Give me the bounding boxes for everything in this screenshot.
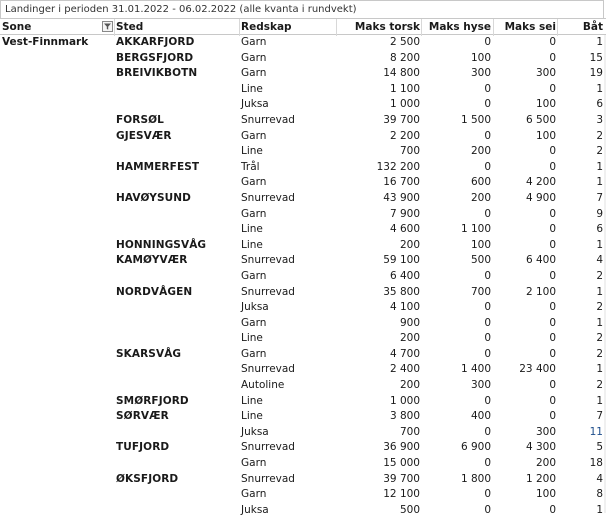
cell-maks-hyse: 0 bbox=[484, 207, 491, 220]
cell-bat: 2 bbox=[596, 332, 603, 345]
cell-maks-torsk: 15 000 bbox=[383, 457, 420, 470]
cell-bat: 5 bbox=[596, 441, 603, 454]
cell-sone bbox=[2, 51, 110, 67]
cell-sone bbox=[2, 253, 110, 269]
cell-bat: 1 bbox=[596, 503, 603, 515]
cell-maks-torsk: 16 700 bbox=[383, 176, 420, 189]
cell-sone bbox=[2, 269, 110, 285]
cell-sone bbox=[2, 300, 110, 316]
cell-redskap: Autoline bbox=[241, 379, 285, 392]
cell-maks-sei: 0 bbox=[549, 332, 556, 345]
table-row[interactable] bbox=[0, 394, 606, 410]
cell-sone bbox=[2, 487, 110, 503]
column-header-sone[interactable]: Sone bbox=[2, 21, 32, 33]
cell-redskap: Garn bbox=[241, 51, 267, 64]
cell-redskap: Garn bbox=[241, 347, 267, 360]
cell-sted bbox=[116, 378, 240, 394]
cell-sted bbox=[116, 425, 240, 441]
cell-maks-torsk: 1 000 bbox=[389, 394, 420, 407]
cell-redskap: Garn bbox=[241, 129, 267, 142]
cell-sted: AKKARFJORD bbox=[116, 36, 195, 48]
cell-sted: HAVØYSUND bbox=[116, 191, 191, 204]
cell-sted: HAMMERFEST bbox=[116, 160, 200, 173]
cell-maks-torsk: 200 bbox=[399, 238, 420, 251]
cell-bat: 11 bbox=[589, 425, 603, 438]
cell-sted bbox=[116, 456, 240, 472]
cell-sted bbox=[116, 316, 240, 332]
table-row[interactable] bbox=[0, 487, 606, 503]
table-row[interactable] bbox=[0, 238, 606, 254]
cell-bat: 4 bbox=[596, 472, 603, 485]
column-header-maks-sei[interactable]: Maks sei bbox=[504, 21, 556, 33]
cell-redskap: Line bbox=[241, 332, 263, 345]
cell-maks-hyse: 0 bbox=[484, 82, 491, 95]
cell-maks-sei: 0 bbox=[549, 347, 556, 360]
cell-maks-sei: 0 bbox=[549, 36, 556, 48]
cell-maks-sei: 100 bbox=[535, 129, 556, 142]
cell-sone: Vest-Finnmark bbox=[2, 36, 89, 48]
cell-bat: 1 bbox=[596, 238, 603, 251]
cell-sted: GJESVÆR bbox=[116, 129, 172, 142]
cell-bat: 1 bbox=[596, 363, 603, 376]
cell-maks-hyse: 1 500 bbox=[460, 113, 491, 126]
cell-bat: 1 bbox=[596, 36, 603, 48]
cell-redskap: Garn bbox=[241, 67, 267, 80]
cell-sone bbox=[2, 425, 110, 441]
cell-maks-sei: 100 bbox=[535, 488, 556, 501]
cell-sone bbox=[2, 285, 110, 301]
table-row[interactable] bbox=[0, 160, 606, 176]
cell-maks-sei: 0 bbox=[549, 145, 556, 158]
cell-sone bbox=[2, 66, 110, 82]
cell-sted bbox=[116, 300, 240, 316]
cell-maks-hyse: 500 bbox=[470, 254, 491, 267]
cell-maks-hyse: 1 400 bbox=[460, 363, 491, 376]
cell-sone bbox=[2, 191, 110, 207]
cell-maks-hyse: 1 800 bbox=[460, 472, 491, 485]
cell-sone bbox=[2, 97, 110, 113]
table-row[interactable] bbox=[0, 175, 606, 191]
table-row[interactable] bbox=[0, 191, 606, 207]
table-row[interactable] bbox=[0, 316, 606, 332]
cell-sone bbox=[2, 440, 110, 456]
cell-sted: SØRVÆR bbox=[116, 410, 169, 423]
filter-icon[interactable] bbox=[102, 21, 113, 32]
cell-maks-sei: 0 bbox=[549, 410, 556, 423]
cell-maks-sei: 0 bbox=[549, 207, 556, 220]
table-row[interactable] bbox=[0, 409, 606, 425]
cell-sone bbox=[2, 238, 110, 254]
cell-maks-hyse: 0 bbox=[484, 457, 491, 470]
table-row[interactable] bbox=[0, 253, 606, 269]
table-row[interactable] bbox=[0, 425, 606, 441]
cell-bat: 9 bbox=[596, 207, 603, 220]
cell-maks-torsk: 39 700 bbox=[383, 472, 420, 485]
cell-sted bbox=[116, 487, 240, 503]
table-row[interactable] bbox=[0, 472, 606, 488]
cell-sone bbox=[2, 409, 110, 425]
cell-maks-sei: 6 400 bbox=[525, 254, 556, 267]
cell-sone bbox=[2, 503, 110, 515]
cell-maks-torsk: 4 700 bbox=[389, 347, 420, 360]
cell-maks-hyse: 0 bbox=[484, 269, 491, 282]
cell-maks-torsk: 4 600 bbox=[389, 223, 420, 236]
cell-maks-torsk: 2 500 bbox=[389, 36, 420, 48]
table-row[interactable] bbox=[0, 378, 606, 394]
cell-bat: 18 bbox=[589, 457, 603, 470]
cell-sone bbox=[2, 347, 110, 363]
table-row[interactable] bbox=[0, 207, 606, 223]
cell-maks-torsk: 2 200 bbox=[389, 129, 420, 142]
cell-maks-hyse: 100 bbox=[470, 51, 491, 64]
cell-bat: 2 bbox=[596, 301, 603, 314]
cell-bat: 2 bbox=[596, 379, 603, 392]
table-row[interactable] bbox=[0, 503, 606, 515]
cell-sone bbox=[2, 144, 110, 160]
cell-maks-hyse: 0 bbox=[484, 347, 491, 360]
cell-maks-torsk: 59 100 bbox=[383, 254, 420, 267]
cell-sone bbox=[2, 456, 110, 472]
cell-redskap: Garn bbox=[241, 207, 267, 220]
table-row[interactable] bbox=[0, 113, 606, 129]
cell-bat: 4 bbox=[596, 254, 603, 267]
cell-sone bbox=[2, 175, 110, 191]
cell-maks-hyse: 600 bbox=[470, 176, 491, 189]
cell-sted: KAMØYVÆR bbox=[116, 254, 188, 267]
cell-sted: TUFJORD bbox=[116, 441, 170, 454]
cell-maks-hyse: 200 bbox=[470, 191, 491, 204]
table-row[interactable] bbox=[0, 222, 606, 238]
column-header-maks-torsk[interactable]: Maks torsk bbox=[354, 21, 420, 33]
table-row[interactable] bbox=[0, 456, 606, 472]
cell-maks-sei: 300 bbox=[535, 67, 556, 80]
cell-maks-sei: 0 bbox=[549, 301, 556, 314]
cell-sone bbox=[2, 113, 110, 129]
cell-maks-sei: 200 bbox=[535, 457, 556, 470]
cell-redskap: Line bbox=[241, 145, 263, 158]
cell-sone bbox=[2, 394, 110, 410]
cell-maks-sei: 6 500 bbox=[525, 113, 556, 126]
cell-maks-sei: 0 bbox=[549, 394, 556, 407]
cell-bat: 15 bbox=[589, 51, 603, 64]
cell-maks-torsk: 700 bbox=[399, 425, 420, 438]
table-row[interactable] bbox=[0, 144, 606, 160]
column-header-redskap[interactable]: Redskap bbox=[241, 21, 292, 33]
cell-maks-torsk: 14 800 bbox=[383, 67, 420, 80]
cell-maks-hyse: 100 bbox=[470, 238, 491, 251]
cell-redskap: Snurrevad bbox=[241, 254, 295, 267]
cell-redskap: Garn bbox=[241, 36, 267, 48]
cell-redskap: Garn bbox=[241, 269, 267, 282]
cell-bat: 6 bbox=[596, 98, 603, 111]
table-row[interactable] bbox=[0, 82, 606, 98]
cell-maks-torsk: 132 200 bbox=[376, 160, 420, 173]
cell-maks-hyse: 0 bbox=[484, 129, 491, 142]
report-title: Landinger i perioden 31.01.2022 - 06.02.2022 (alle kvanta i rundvekt) bbox=[0, 0, 604, 19]
cell-redskap: Trål bbox=[241, 160, 260, 173]
cell-sone bbox=[2, 222, 110, 238]
cell-sone bbox=[2, 331, 110, 347]
cell-maks-sei: 1 200 bbox=[525, 472, 556, 485]
cell-sted bbox=[116, 362, 240, 378]
cell-sone bbox=[2, 378, 110, 394]
cell-sted bbox=[116, 269, 240, 285]
cell-redskap: Line bbox=[241, 410, 263, 423]
cell-sted bbox=[116, 331, 240, 347]
cell-sted: FORSØL bbox=[116, 113, 164, 126]
cell-sted bbox=[116, 175, 240, 191]
cell-maks-torsk: 12 100 bbox=[383, 488, 420, 501]
cell-redskap: Line bbox=[241, 238, 263, 251]
cell-maks-sei: 300 bbox=[535, 425, 556, 438]
cell-maks-hyse: 6 900 bbox=[460, 441, 491, 454]
cell-sted: NORDVÅGEN bbox=[116, 285, 193, 298]
cell-sted bbox=[116, 144, 240, 160]
cell-redskap: Snurrevad bbox=[241, 285, 295, 298]
cell-redskap: Juksa bbox=[241, 98, 269, 111]
table-row[interactable] bbox=[0, 362, 606, 378]
cell-maks-hyse: 0 bbox=[484, 503, 491, 515]
cell-redskap: Juksa bbox=[241, 425, 269, 438]
cell-maks-sei: 100 bbox=[535, 98, 556, 111]
cell-redskap: Garn bbox=[241, 176, 267, 189]
cell-maks-hyse: 0 bbox=[484, 316, 491, 329]
cell-maks-hyse: 0 bbox=[484, 98, 491, 111]
table-row[interactable] bbox=[0, 129, 606, 145]
cell-bat: 7 bbox=[596, 191, 603, 204]
cell-redskap: Snurrevad bbox=[241, 363, 295, 376]
cell-bat: 1 bbox=[596, 176, 603, 189]
cell-sted bbox=[116, 82, 240, 98]
cell-maks-sei: 0 bbox=[549, 379, 556, 392]
cell-maks-sei: 2 100 bbox=[525, 285, 556, 298]
cell-maks-torsk: 900 bbox=[399, 316, 420, 329]
cell-bat: 1 bbox=[596, 316, 603, 329]
cell-sted: BREIVIKBOTN bbox=[116, 67, 198, 80]
cell-maks-torsk: 2 400 bbox=[389, 363, 420, 376]
cell-maks-hyse: 200 bbox=[470, 145, 491, 158]
cell-bat: 7 bbox=[596, 410, 603, 423]
table-row[interactable] bbox=[0, 331, 606, 347]
cell-maks-torsk: 39 700 bbox=[383, 113, 420, 126]
cell-maks-torsk: 700 bbox=[399, 145, 420, 158]
table-row[interactable] bbox=[0, 285, 606, 301]
cell-sted: SMØRFJORD bbox=[116, 394, 189, 407]
cell-maks-sei: 23 400 bbox=[519, 363, 556, 376]
cell-maks-sei: 0 bbox=[549, 82, 556, 95]
cell-redskap: Snurrevad bbox=[241, 113, 295, 126]
cell-maks-hyse: 1 100 bbox=[460, 223, 491, 236]
cell-bat: 1 bbox=[596, 285, 603, 298]
cell-redskap: Line bbox=[241, 82, 263, 95]
table-row[interactable] bbox=[0, 51, 606, 67]
cell-maks-sei: 0 bbox=[549, 269, 556, 282]
cell-sted bbox=[116, 207, 240, 223]
cell-maks-sei: 0 bbox=[549, 316, 556, 329]
cell-maks-sei: 0 bbox=[549, 223, 556, 236]
cell-maks-hyse: 0 bbox=[484, 332, 491, 345]
cell-maks-sei: 0 bbox=[549, 503, 556, 515]
cell-sted bbox=[116, 503, 240, 515]
column-header-maks-hyse[interactable]: Maks hyse bbox=[428, 21, 491, 33]
cell-bat: 6 bbox=[596, 223, 603, 236]
cell-sone bbox=[2, 129, 110, 145]
cell-maks-hyse: 0 bbox=[484, 425, 491, 438]
cell-maks-hyse: 400 bbox=[470, 410, 491, 423]
cell-sted: ØKSFJORD bbox=[116, 472, 179, 485]
cell-bat: 2 bbox=[596, 269, 603, 282]
cell-maks-hyse: 0 bbox=[484, 488, 491, 501]
cell-maks-sei: 4 200 bbox=[525, 176, 556, 189]
cell-maks-hyse: 0 bbox=[484, 394, 491, 407]
cell-redskap: Garn bbox=[241, 488, 267, 501]
cell-bat: 1 bbox=[596, 160, 603, 173]
cell-maks-torsk: 200 bbox=[399, 332, 420, 345]
cell-maks-torsk: 43 900 bbox=[383, 191, 420, 204]
table-row[interactable] bbox=[0, 347, 606, 363]
table-row[interactable] bbox=[0, 300, 606, 316]
cell-maks-sei: 4 300 bbox=[525, 441, 556, 454]
table-row[interactable] bbox=[0, 66, 606, 82]
cell-maks-torsk: 35 800 bbox=[383, 285, 420, 298]
cell-sone bbox=[2, 472, 110, 488]
table-header bbox=[0, 18, 606, 35]
cell-sone bbox=[2, 362, 110, 378]
cell-sted bbox=[116, 222, 240, 238]
cell-maks-torsk: 8 200 bbox=[389, 51, 420, 64]
cell-sone bbox=[2, 160, 110, 176]
cell-sted: HONNINGSVÅG bbox=[116, 238, 207, 251]
cell-maks-sei: 0 bbox=[549, 238, 556, 251]
cell-maks-torsk: 36 900 bbox=[383, 441, 420, 454]
cell-maks-sei: 4 900 bbox=[525, 191, 556, 204]
cell-maks-hyse: 0 bbox=[484, 160, 491, 173]
column-header-sted[interactable]: Sted bbox=[116, 21, 144, 33]
cell-maks-torsk: 500 bbox=[399, 503, 420, 515]
cell-maks-sei: 0 bbox=[549, 51, 556, 64]
cell-sone bbox=[2, 316, 110, 332]
cell-maks-hyse: 0 bbox=[484, 301, 491, 314]
cell-redskap: Snurrevad bbox=[241, 191, 295, 204]
cell-bat: 2 bbox=[596, 145, 603, 158]
cell-redskap: Juksa bbox=[241, 503, 269, 515]
cell-redskap: Snurrevad bbox=[241, 441, 295, 454]
column-header-bat[interactable]: Båt bbox=[582, 21, 603, 33]
cell-bat: 2 bbox=[596, 347, 603, 360]
cell-redskap: Garn bbox=[241, 316, 267, 329]
cell-maks-torsk: 7 900 bbox=[389, 207, 420, 220]
cell-maks-hyse: 700 bbox=[470, 285, 491, 298]
cell-sted bbox=[116, 97, 240, 113]
cell-maks-torsk: 200 bbox=[399, 379, 420, 392]
cell-maks-torsk: 3 800 bbox=[389, 410, 420, 423]
cell-redskap: Snurrevad bbox=[241, 472, 295, 485]
cell-maks-torsk: 1 100 bbox=[389, 82, 420, 95]
cell-sted: SKARSVÅG bbox=[116, 347, 182, 360]
cell-redskap: Line bbox=[241, 394, 263, 407]
cell-bat: 1 bbox=[596, 394, 603, 407]
cell-maks-hyse: 300 bbox=[470, 67, 491, 80]
cell-bat: 1 bbox=[596, 82, 603, 95]
cell-maks-torsk: 6 400 bbox=[389, 269, 420, 282]
cell-redskap: Juksa bbox=[241, 301, 269, 314]
cell-bat: 3 bbox=[596, 113, 603, 126]
cell-bat: 19 bbox=[589, 67, 603, 80]
cell-redskap: Line bbox=[241, 223, 263, 236]
cell-sted: BERGSFJORD bbox=[116, 51, 194, 64]
cell-bat: 8 bbox=[596, 488, 603, 501]
cell-sone bbox=[2, 82, 110, 98]
cell-maks-hyse: 0 bbox=[484, 36, 491, 48]
cell-redskap: Garn bbox=[241, 457, 267, 470]
table-row[interactable] bbox=[0, 440, 606, 456]
table-row[interactable] bbox=[0, 269, 606, 285]
table-row[interactable] bbox=[0, 97, 606, 113]
table-body bbox=[0, 35, 606, 515]
cell-maks-torsk: 4 100 bbox=[389, 301, 420, 314]
cell-maks-sei: 0 bbox=[549, 160, 556, 173]
cell-maks-hyse: 300 bbox=[470, 379, 491, 392]
cell-maks-torsk: 1 000 bbox=[389, 98, 420, 111]
cell-bat: 2 bbox=[596, 129, 603, 142]
table-row[interactable] bbox=[0, 35, 606, 51]
cell-sone bbox=[2, 207, 110, 223]
